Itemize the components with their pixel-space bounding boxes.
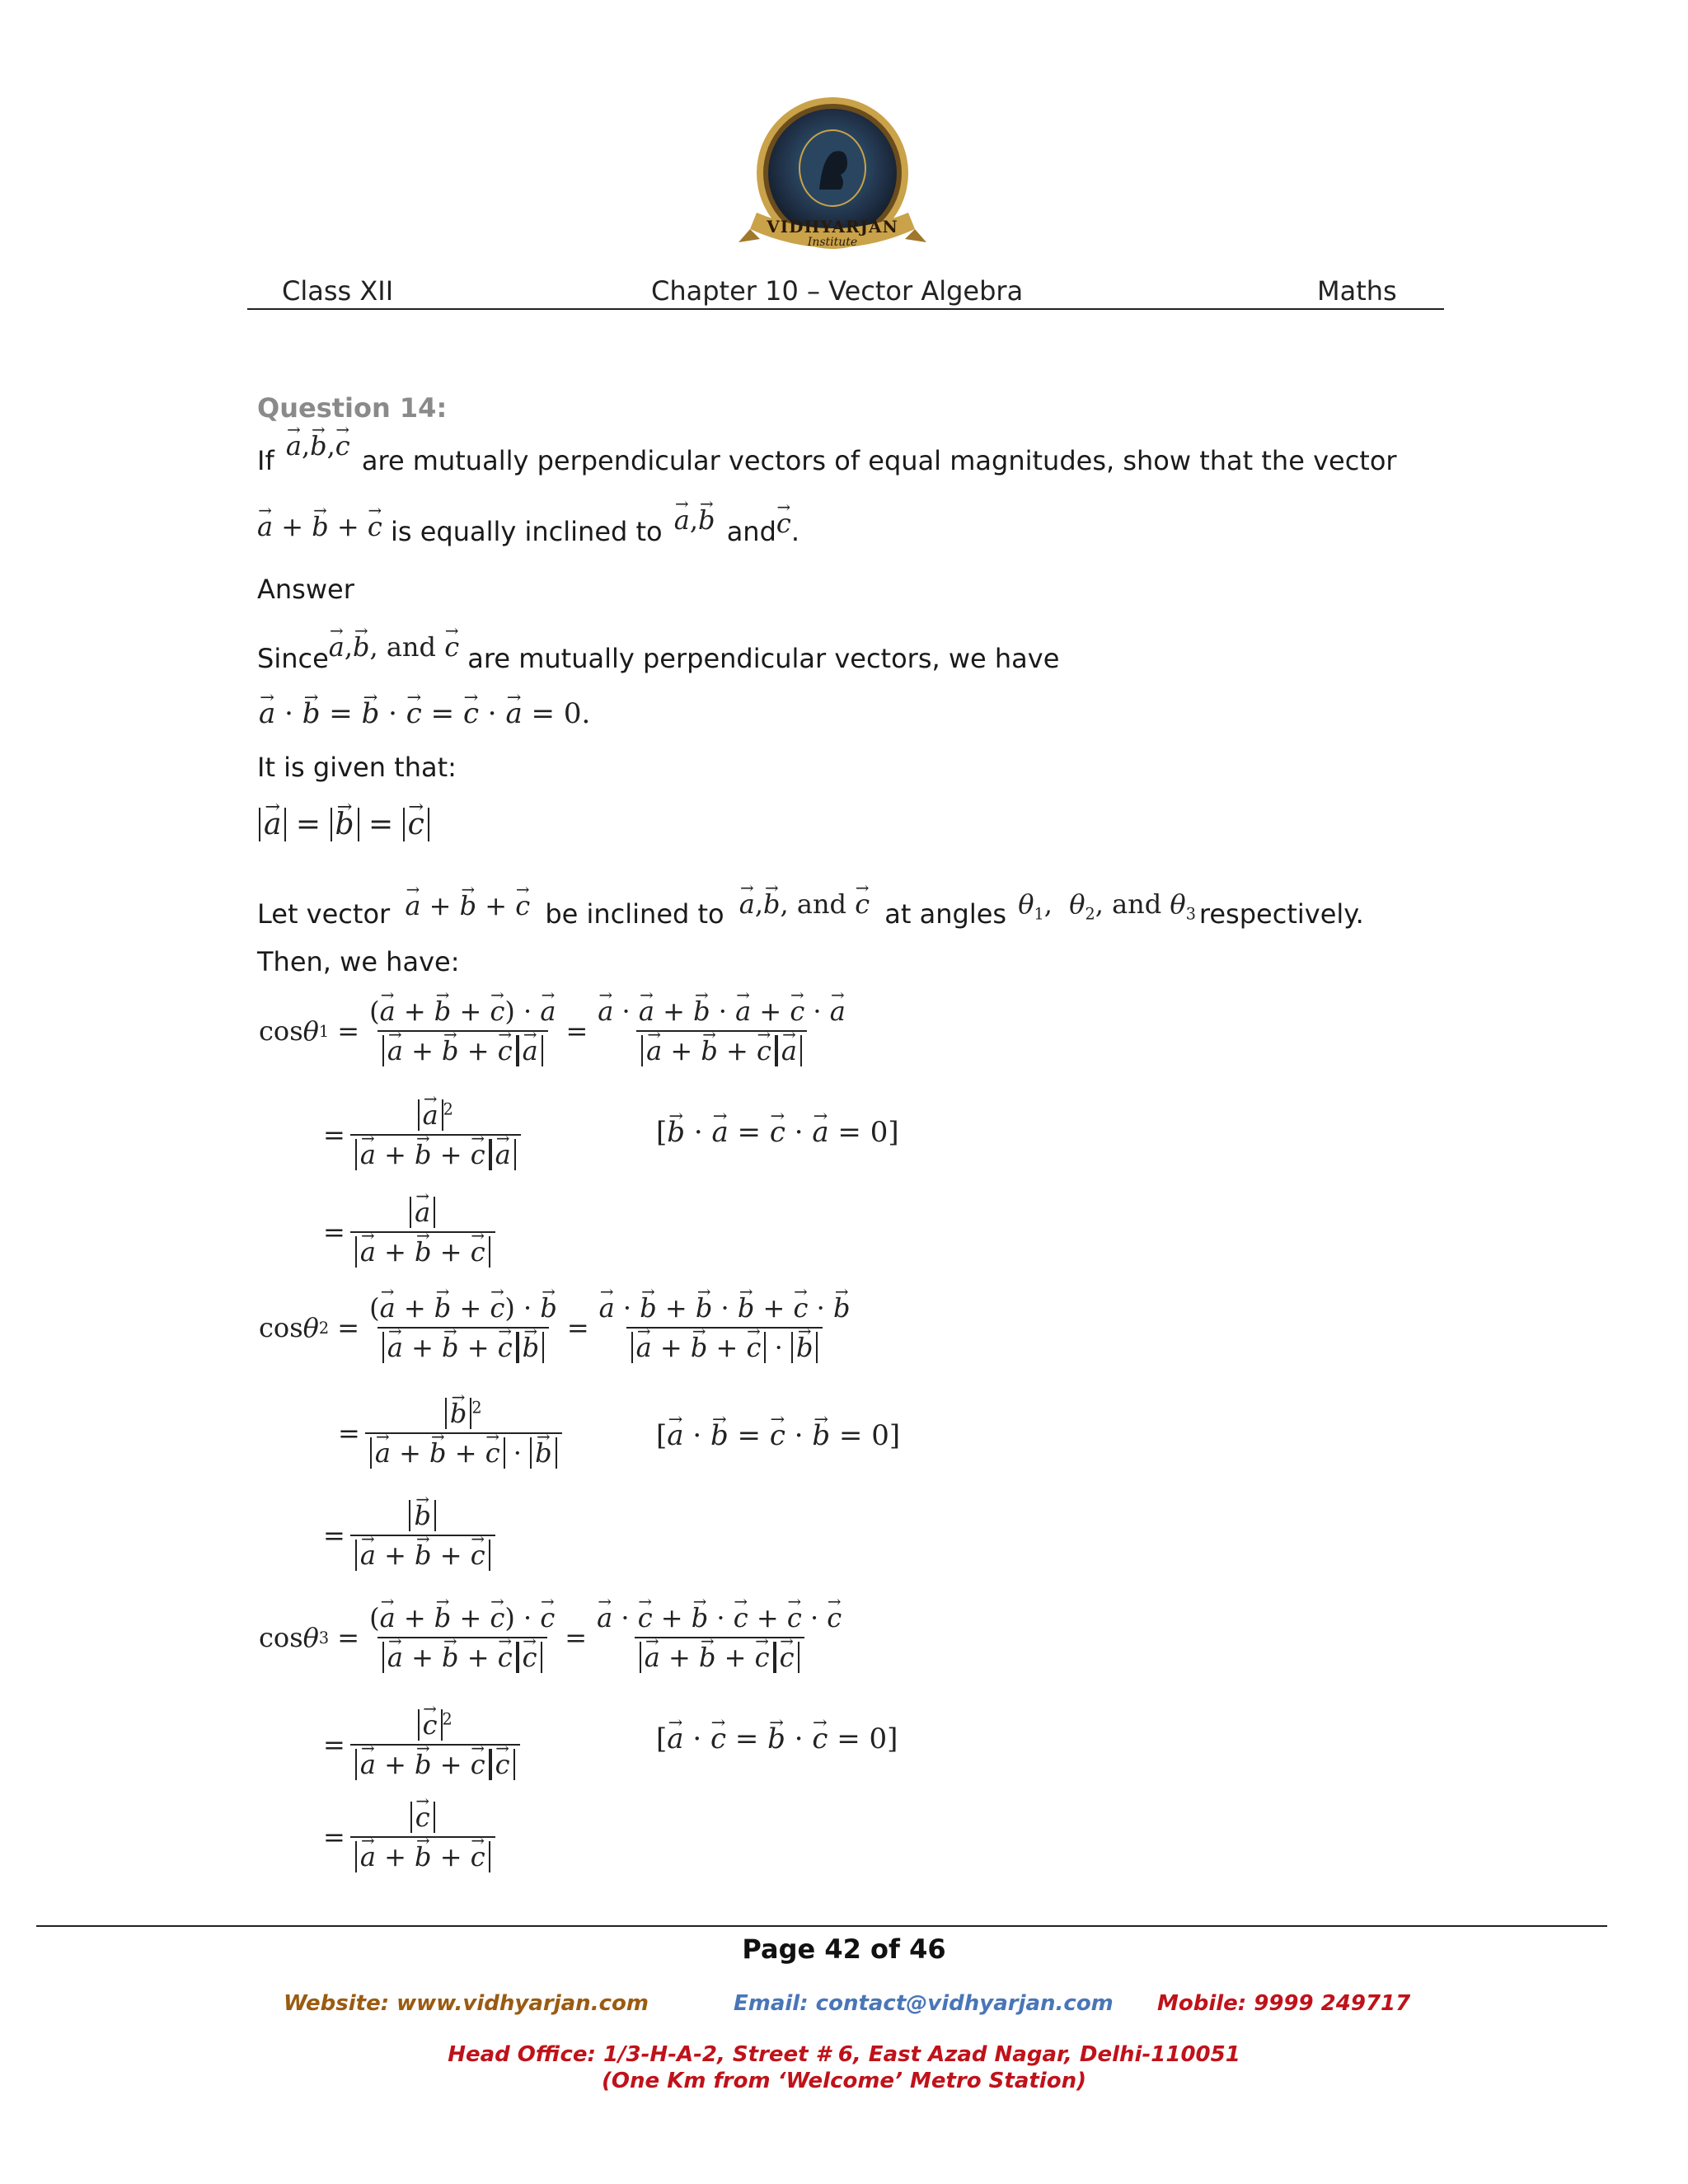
text-q-line1: are mutually perpendicular vectors of equal magnitudes, show that the vector: [361, 445, 1397, 476]
footer-divider: [36, 1925, 1607, 1927]
text-math-and-2: and: [796, 888, 847, 920]
eq-cos-theta1-step3: = → a → a + → b + → c: [323, 1197, 500, 1268]
let-vector-line: [257, 888, 1364, 933]
text-equally-inclined: is equally inclined to: [390, 516, 663, 547]
page-number: Page 42 of 46: [742, 1933, 946, 1965]
question-line-2: [257, 504, 799, 547]
text-since: Since: [257, 643, 329, 674]
eq-cos-theta3: cos θ 3 = (→ a + → b + → c) · → c → a + → b + → c→ c = → a · → c + → b · → c + → c · → c → a + → b + → c→ c: [259, 1602, 851, 1673]
note-theta3: [→ a · → c = → b · → c = 0]: [656, 1722, 898, 1755]
question-title: Question 14:: [257, 392, 448, 424]
math-thetas: $\theta_1$, $\theta_2$, and $\theta_3$: [1018, 888, 1196, 924]
math-sum-abc: → a + → b + → c: [257, 511, 382, 542]
header-divider: [247, 308, 1444, 310]
logo-title: VIDHYARJAN: [767, 217, 898, 237]
math-ab: → a,→ b: [674, 504, 715, 536]
text-inclined-to: be inclined to: [545, 898, 724, 930]
email-link[interactable]: Email: contact@vidhyarjan.com: [734, 1991, 1114, 2016]
question-line-1: [257, 430, 1397, 476]
eq-cos-theta1-step2: = → a $^2$ → a + → b + → c→ a: [323, 1099, 526, 1170]
note-theta2: [→ a · → b = → c · → b = 0]: [656, 1419, 900, 1452]
logo-subtitle: Institute: [807, 236, 858, 249]
text-let-vector: Let vector: [257, 898, 391, 930]
eq-cos-theta1: cos θ 1 = (→ a + → b + → c) · → a → a + → b + → c→ a = → a · → a + → b · → a + → c · → a → a + → b + → c→ a: [259, 996, 856, 1066]
metro-note: (One Km from ‘Welcome’ Metro Station): [602, 2069, 1086, 2093]
math-abc: → a,→ b,→ c: [286, 430, 350, 462]
since-line: [257, 631, 1060, 674]
math-c: → c: [776, 508, 791, 539]
math-sum-abc-2: → a + → b + → c: [405, 890, 530, 921]
mobile-number[interactable]: Mobile: 9999 249717: [1157, 1991, 1411, 2016]
eq-equal-magnitudes: → a = → b = → c: [259, 808, 429, 841]
given-line: It is given that:: [257, 752, 457, 783]
eq-cos-theta3-step2: = → c $^2$ → a + → b + → c→ c: [323, 1709, 525, 1780]
text-since-suffix: are mutually perpendicular vectors, we have: [467, 643, 1060, 674]
text-math-and-3: and: [1112, 888, 1162, 920]
eq-cos-theta3-step3: = → c → a + → b + → c: [323, 1802, 500, 1872]
header-class: Class XII: [282, 275, 394, 307]
header-chapter: Chapter 10 – Vector Algebra: [651, 275, 1024, 307]
answer-label: Answer: [257, 574, 354, 605]
text-and: and: [726, 516, 776, 547]
text-period: .: [790, 516, 799, 547]
note-theta1: [→ b · → a = → c · → a = 0]: [656, 1116, 899, 1149]
text-if: If: [257, 445, 274, 476]
math-ab-and-c-2: → a,→ b, and → c: [739, 888, 870, 920]
eq-cos-theta2-step2: = → b $^2$ → a + → b + → c · → b: [338, 1398, 567, 1469]
website-link[interactable]: Website: www.vidhyarjan.com: [284, 1991, 649, 2016]
header-subject: Maths: [1317, 275, 1397, 307]
eq-cos-theta2-step3: = → b → a + → b + → c: [323, 1500, 500, 1571]
text-respectively: respectively.: [1198, 898, 1364, 930]
text-math-and: and: [386, 631, 437, 663]
eq-cos-theta2: cos θ 2 = (→ a + → b + → c) · → b → a + → b + → c→ b = → a · → b + → b · → b + → c · → b → a + → b + → c · → b: [259, 1292, 860, 1363]
then-line: Then, we have:: [257, 946, 460, 977]
eq-dot-products: → a · → b = → b · → c = → c · → a = 0.: [259, 697, 590, 730]
vidhyarjan-logo: [734, 97, 931, 270]
text-at-angles: at angles: [884, 898, 1007, 930]
head-office-address: Head Office: 1/3-H-A-2, Street # 6, East Azad Nagar, Delhi-110051: [448, 2042, 1240, 2067]
math-ab-and-c: → a,→ b, and → c: [329, 631, 459, 663]
